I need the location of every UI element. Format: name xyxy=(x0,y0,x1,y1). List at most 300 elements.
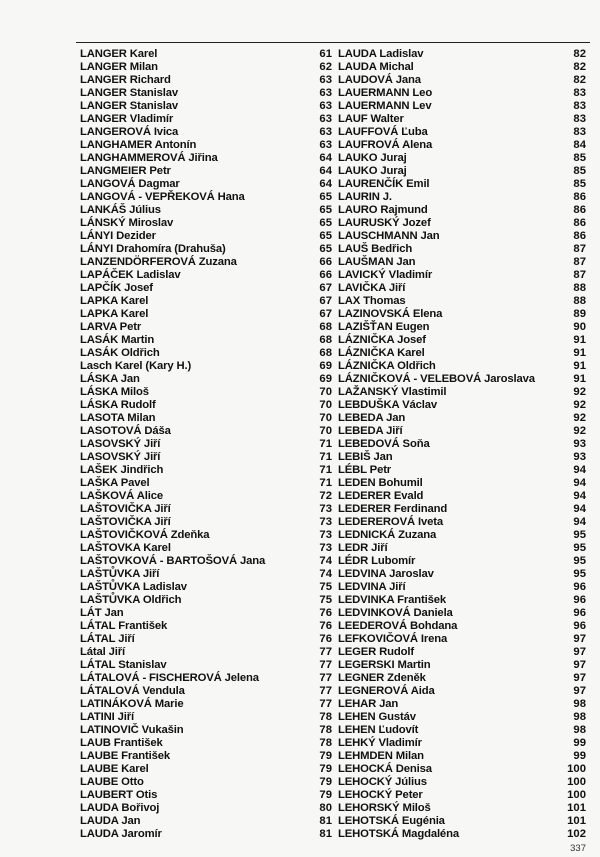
entry-name: LEDVINA Jaroslav xyxy=(338,568,434,580)
entry-page: 73 xyxy=(319,516,332,528)
index-entry xyxy=(80,243,332,256)
entry-name: LÁTAL Jiří xyxy=(80,633,135,645)
entry-page: 77 xyxy=(319,672,332,684)
index-entry xyxy=(338,412,586,425)
index-entry xyxy=(338,724,586,737)
entry-page: 93 xyxy=(573,451,586,463)
entry-name: LÁSKA Jan xyxy=(80,373,140,385)
entry-name: LÁT Jan xyxy=(80,607,124,619)
entry-name: LANGHAMMEROVÁ Jiřina xyxy=(80,152,218,164)
entry-page: 73 xyxy=(319,503,332,515)
index-entry xyxy=(80,256,332,269)
entry-name: LANGER Milan xyxy=(80,61,158,73)
entry-page: 92 xyxy=(573,425,586,437)
entry-name: LAŠTOVIČKA Jiří xyxy=(80,516,171,528)
entry-name: LANGEROVÁ Ivica xyxy=(80,126,179,138)
entry-name: LÁSKA Rudolf xyxy=(80,399,156,411)
entry-name: Lasch Karel (Kary H.) xyxy=(80,360,192,372)
entry-page: 63 xyxy=(319,87,332,99)
entry-name: LAUKO Juraj xyxy=(338,165,407,177)
index-entry xyxy=(338,464,586,477)
index-entry xyxy=(338,61,586,74)
index-entry xyxy=(338,711,586,724)
entry-page: 73 xyxy=(319,529,332,541)
index-entry xyxy=(80,191,332,204)
entry-page: 96 xyxy=(573,594,586,606)
index-entry xyxy=(338,100,586,113)
entry-page: 92 xyxy=(573,386,586,398)
entry-name: LÁTALOVÁ Vendula xyxy=(80,685,185,697)
entry-name: LEHEN Ľudovít xyxy=(338,724,419,736)
entry-page: 61 xyxy=(319,48,332,60)
index-entry xyxy=(80,178,332,191)
index-entry xyxy=(338,763,586,776)
index-entry xyxy=(338,542,586,555)
entry-page: 85 xyxy=(573,152,586,164)
entry-page: 86 xyxy=(573,191,586,203)
entry-page: 94 xyxy=(573,464,586,476)
index-entry xyxy=(338,516,586,529)
entry-name: LAŠKOVÁ Alice xyxy=(80,490,164,502)
index-entry xyxy=(80,672,332,685)
index-entry xyxy=(338,555,586,568)
entry-page: 86 xyxy=(573,204,586,216)
index-entry xyxy=(80,308,332,321)
entry-page: 88 xyxy=(573,295,586,307)
index-entry xyxy=(338,698,586,711)
entry-name: LÁTALOVÁ - FISCHEROVÁ Jelena xyxy=(80,672,259,684)
index-entry xyxy=(80,347,332,360)
index-entry xyxy=(338,815,586,828)
entry-page: 66 xyxy=(319,256,332,268)
index-entry xyxy=(338,581,586,594)
entry-name: LÁZNIČKA Josef xyxy=(338,334,426,346)
entry-page: 73 xyxy=(319,542,332,554)
index-entry xyxy=(80,295,332,308)
entry-page: 62 xyxy=(319,61,332,73)
entry-page: 68 xyxy=(319,347,332,359)
index-entry xyxy=(338,503,586,516)
entry-page: 94 xyxy=(573,490,586,502)
entry-name: LÁNYI Drahomíra (Drahuša) xyxy=(80,243,226,255)
entry-page: 89 xyxy=(573,308,586,320)
entry-name: LAUDA Bořivoj xyxy=(80,802,160,814)
entry-page: 93 xyxy=(573,438,586,450)
entry-page: 64 xyxy=(319,178,332,190)
entry-page: 64 xyxy=(319,165,332,177)
entry-page: 81 xyxy=(319,815,332,827)
entry-page: 70 xyxy=(319,386,332,398)
entry-page: 63 xyxy=(319,100,332,112)
index-entry xyxy=(338,425,586,438)
entry-name: LATINÁKOVÁ Marie xyxy=(80,698,184,710)
entry-name: LANGOVÁ Dagmar xyxy=(80,178,180,190)
entry-name: LEHAR Jan xyxy=(338,698,399,710)
index-entry xyxy=(338,451,586,464)
entry-name: LÁZNIČKA Oldřich xyxy=(338,360,436,372)
index-entry xyxy=(80,776,332,789)
entry-name: LEDERER Ferdinand xyxy=(338,503,448,515)
entry-name: LANGER Karel xyxy=(80,48,158,60)
entry-name: LANGER Stanislav xyxy=(80,87,179,99)
entry-page: 100 xyxy=(567,776,586,788)
entry-name: LASOTOVÁ Dáša xyxy=(80,425,171,437)
entry-page: 97 xyxy=(573,672,586,684)
entry-page: 86 xyxy=(573,230,586,242)
entry-name: LAUKO Juraj xyxy=(338,152,407,164)
index-entry xyxy=(80,607,332,620)
entry-name: LAUERMANN Lev xyxy=(338,100,432,112)
index-entry xyxy=(338,685,586,698)
entry-page: 76 xyxy=(319,607,332,619)
entry-page: 99 xyxy=(573,737,586,749)
index-entry xyxy=(338,256,586,269)
index-entry xyxy=(80,750,332,763)
entry-page: 91 xyxy=(573,334,586,346)
entry-page: 78 xyxy=(319,737,332,749)
entry-name: LASOVSKÝ Jiří xyxy=(80,438,161,450)
entry-page: 67 xyxy=(319,308,332,320)
entry-name: LANGER Stanislav xyxy=(80,100,179,112)
entry-name: LAŠTOVKA Karel xyxy=(80,542,171,554)
entry-name: LAŠTŮVKA Ladislav xyxy=(80,581,187,593)
entry-name: LÁNSKÝ Miroslav xyxy=(80,217,174,229)
index-entry xyxy=(338,230,586,243)
index-column-left xyxy=(80,48,332,841)
entry-name: LAPČÍK Josef xyxy=(80,282,153,294)
entry-name: LAŽANSKÝ Vlastimil xyxy=(338,386,447,398)
entry-name: LASOVSKÝ Jiří xyxy=(80,451,161,463)
entry-page: 95 xyxy=(573,529,586,541)
index-entry xyxy=(80,74,332,87)
entry-name: LAŠTOVIČKOVÁ Zdeňka xyxy=(80,529,210,541)
entry-page: 68 xyxy=(319,321,332,333)
index-entry xyxy=(338,87,586,100)
index-entry xyxy=(80,373,332,386)
index-entry xyxy=(80,542,332,555)
index-entry xyxy=(338,243,586,256)
entry-name: LAUF Walter xyxy=(338,113,404,125)
index-column-right xyxy=(338,48,586,841)
entry-page: 82 xyxy=(573,48,586,60)
entry-name: LÁZNIČKOVÁ - VELEBOVÁ Jaroslava xyxy=(338,373,535,385)
index-entry xyxy=(80,763,332,776)
entry-name: LEBDUŠKA Václav xyxy=(338,399,438,411)
entry-page: 79 xyxy=(319,763,332,775)
entry-name: LANKÁŠ Július xyxy=(80,204,161,216)
entry-name: LEGNER Zdeněk xyxy=(338,672,426,684)
index-entry xyxy=(80,438,332,451)
index-entry xyxy=(80,802,332,815)
entry-name: LEHORSKÝ Miloš xyxy=(338,802,431,814)
index-entry xyxy=(80,529,332,542)
entry-name: LEGER Rudolf xyxy=(338,646,415,658)
entry-page: 74 xyxy=(319,555,332,567)
entry-page: 98 xyxy=(573,698,586,710)
entry-page: 81 xyxy=(319,828,332,840)
entry-name: LAVIČKA Jiří xyxy=(338,282,406,294)
index-entry xyxy=(338,568,586,581)
entry-name: LAUBE František xyxy=(80,750,171,762)
entry-name: LAUSCHMANN Jan xyxy=(338,230,440,242)
entry-page: 91 xyxy=(573,360,586,372)
index-entry xyxy=(338,594,586,607)
entry-page: 87 xyxy=(573,269,586,281)
entry-page: 68 xyxy=(319,334,332,346)
index-entry xyxy=(338,48,586,61)
entry-page: 83 xyxy=(573,126,586,138)
entry-page: 83 xyxy=(573,113,586,125)
index-entry xyxy=(338,750,586,763)
entry-page: 102 xyxy=(567,828,586,840)
index-entry xyxy=(338,126,586,139)
entry-page: 70 xyxy=(319,425,332,437)
index-entry xyxy=(80,61,332,74)
entry-name: LEDEREROVÁ Iveta xyxy=(338,516,443,528)
index-entry xyxy=(338,217,586,230)
index-entry xyxy=(80,412,332,425)
entry-name: LÉDR Lubomír xyxy=(338,555,416,567)
entry-name: LEDERER Evald xyxy=(338,490,424,502)
entry-page: 83 xyxy=(573,100,586,112)
entry-name: LÁZNIČKA Karel xyxy=(338,347,425,359)
entry-name: LAŠTOVKOVÁ - BARTOŠOVÁ Jana xyxy=(80,555,266,567)
index-entry xyxy=(338,282,586,295)
index-entry xyxy=(80,386,332,399)
entry-page: 77 xyxy=(319,698,332,710)
entry-page: 88 xyxy=(573,282,586,294)
entry-name: LAURO Rajmund xyxy=(338,204,428,216)
entry-page: 96 xyxy=(573,607,586,619)
index-entry xyxy=(80,568,332,581)
entry-page: 75 xyxy=(319,594,332,606)
entry-page: 70 xyxy=(319,412,332,424)
entry-name: LARVA Petr xyxy=(80,321,142,333)
index-entry xyxy=(80,152,332,165)
entry-page: 71 xyxy=(319,464,332,476)
entry-page: 77 xyxy=(319,659,332,671)
entry-name: LEBEDA Jan xyxy=(338,412,406,424)
entry-name: LEGERSKI Martin xyxy=(338,659,431,671)
index-entry xyxy=(338,295,586,308)
index-entry xyxy=(80,334,332,347)
entry-page: 95 xyxy=(573,555,586,567)
index-entry xyxy=(80,321,332,334)
entry-page: 77 xyxy=(319,646,332,658)
index-entry xyxy=(80,724,332,737)
index-entry xyxy=(80,360,332,373)
index-entry xyxy=(338,347,586,360)
entry-page: 98 xyxy=(573,724,586,736)
entry-name: LEBEDA Jiří xyxy=(338,425,403,437)
entry-page: 65 xyxy=(319,217,332,229)
entry-page: 86 xyxy=(573,217,586,229)
index-entry xyxy=(80,282,332,295)
index-entry xyxy=(338,607,586,620)
entry-name: LAPKA Karel xyxy=(80,295,149,307)
entry-name: LEDVINKA František xyxy=(338,594,446,606)
index-entry xyxy=(80,516,332,529)
entry-name: LAUBE Otto xyxy=(80,776,144,788)
entry-page: 63 xyxy=(319,139,332,151)
index-entry xyxy=(338,828,586,841)
index-entry xyxy=(80,204,332,217)
index-entry xyxy=(338,789,586,802)
entry-name: LEBEDOVÁ Soňa xyxy=(338,438,430,450)
entry-name: LAUDA Ladislav xyxy=(338,48,424,60)
index-entry xyxy=(338,113,586,126)
entry-name: LEDVINKOVÁ Daniela xyxy=(338,607,453,619)
entry-page: 98 xyxy=(573,711,586,723)
entry-name: LAUFFOVÁ Ľuba xyxy=(338,126,428,138)
entry-name: LEHOCKÝ Július xyxy=(338,776,427,788)
index-entry xyxy=(338,386,586,399)
index-entry xyxy=(338,360,586,373)
entry-page: 69 xyxy=(319,360,332,372)
entry-page: 76 xyxy=(319,620,332,632)
entry-page: 96 xyxy=(573,581,586,593)
index-entry xyxy=(80,828,332,841)
entry-page: 101 xyxy=(567,802,586,814)
entry-page: 84 xyxy=(573,139,586,151)
entry-page: 75 xyxy=(319,581,332,593)
entry-name: LAZINOVSKÁ Elena xyxy=(338,308,443,320)
entry-name: LEHOCKÁ Denisa xyxy=(338,763,432,775)
index-entry xyxy=(80,464,332,477)
entry-page: 85 xyxy=(573,178,586,190)
entry-page: 95 xyxy=(573,542,586,554)
entry-page: 65 xyxy=(319,243,332,255)
entry-name: LAZIŠŤAN Eugen xyxy=(338,321,430,333)
index-entry xyxy=(80,269,332,282)
entry-name: LEFKOVIČOVÁ Irena xyxy=(338,633,448,645)
index-entry xyxy=(80,87,332,100)
index-entry xyxy=(80,477,332,490)
entry-page: 91 xyxy=(573,347,586,359)
entry-name: LAUDA Michal xyxy=(338,61,414,73)
entry-name: LANZENDÖRFEROVÁ Zuzana xyxy=(80,256,237,268)
entry-page: 94 xyxy=(573,503,586,515)
entry-page: 83 xyxy=(573,87,586,99)
entry-page: 97 xyxy=(573,659,586,671)
entry-page: 66 xyxy=(319,269,332,281)
entry-page: 85 xyxy=(573,165,586,177)
entry-name: LAURUSKÝ Jozef xyxy=(338,217,431,229)
index-entry xyxy=(80,217,332,230)
entry-page: 100 xyxy=(567,789,586,801)
entry-page: 79 xyxy=(319,789,332,801)
entry-page: 82 xyxy=(573,74,586,86)
entry-name: LAŠTOVIČKA Jiří xyxy=(80,503,171,515)
entry-name: LEHEN Gustáv xyxy=(338,711,416,723)
entry-name: LANGOVÁ - VEPŘEKOVÁ Hana xyxy=(80,191,245,203)
entry-page: 74 xyxy=(319,568,332,580)
index-entry xyxy=(338,399,586,412)
index-entry xyxy=(338,659,586,672)
index-entry xyxy=(80,594,332,607)
index-entry xyxy=(80,230,332,243)
index-entry xyxy=(338,152,586,165)
entry-page: 92 xyxy=(573,412,586,424)
entry-name: Látal Jiří xyxy=(80,646,125,658)
index-entry xyxy=(80,139,332,152)
index-entry xyxy=(80,451,332,464)
entry-name: LAURENČÍK Emil xyxy=(338,178,430,190)
entry-page: 87 xyxy=(573,243,586,255)
entry-name: LAURIN J. xyxy=(338,191,392,203)
entry-page: 67 xyxy=(319,282,332,294)
entry-page: 79 xyxy=(319,750,332,762)
index-entry xyxy=(338,269,586,282)
entry-name: LEBIŠ Jan xyxy=(338,451,393,463)
entry-page: 95 xyxy=(573,568,586,580)
index-entry xyxy=(80,633,332,646)
index-entry xyxy=(80,425,332,438)
entry-name: LAVICKÝ Vladimír xyxy=(338,269,433,281)
index-entry xyxy=(80,698,332,711)
entry-name: LASOTA Milan xyxy=(80,412,156,424)
index-entry xyxy=(80,581,332,594)
entry-name: LANGER Richard xyxy=(80,74,171,86)
entry-page: 63 xyxy=(319,113,332,125)
entry-name: LANGHAMER Antonín xyxy=(80,139,197,151)
page-number: 337 xyxy=(570,843,586,854)
entry-page: 71 xyxy=(319,438,332,450)
entry-page: 65 xyxy=(319,204,332,216)
index-entry xyxy=(338,204,586,217)
entry-page: 64 xyxy=(319,152,332,164)
index-entry xyxy=(80,555,332,568)
index-entry xyxy=(80,165,332,178)
entry-page: 63 xyxy=(319,74,332,86)
index-entry xyxy=(338,165,586,178)
entry-page: 94 xyxy=(573,477,586,489)
entry-page: 72 xyxy=(319,490,332,502)
entry-name: LAPKA Karel xyxy=(80,308,149,320)
header-rule xyxy=(76,42,590,43)
entry-page: 97 xyxy=(573,633,586,645)
entry-name: LAŠTŮVKA Oldřich xyxy=(80,594,182,606)
entry-name: LAUFROVÁ Alena xyxy=(338,139,433,151)
index-entry xyxy=(338,477,586,490)
index-entry xyxy=(80,503,332,516)
entry-name: LÁSKA Miloš xyxy=(80,386,149,398)
entry-name: LEDVINA Jiří xyxy=(338,581,406,593)
index-entry xyxy=(338,373,586,386)
entry-page: 67 xyxy=(319,295,332,307)
entry-page: 78 xyxy=(319,711,332,723)
entry-page: 87 xyxy=(573,256,586,268)
entry-name: LÁNYI Dezider xyxy=(80,230,156,242)
index-entry xyxy=(338,321,586,334)
index-entry xyxy=(338,308,586,321)
entry-name: LEHKÝ Vladimír xyxy=(338,737,422,749)
index-entry xyxy=(338,737,586,750)
index-entry xyxy=(80,399,332,412)
entry-name: LAUŠ Bedřich xyxy=(338,243,413,255)
entry-name: LEHOTSKÁ Eugénia xyxy=(338,815,445,827)
entry-name: LAUBERT Otis xyxy=(80,789,158,801)
entry-name: LAX Thomas xyxy=(338,295,406,307)
index-entry xyxy=(338,529,586,542)
entry-name: LEDNICKÁ Zuzana xyxy=(338,529,437,541)
entry-page: 79 xyxy=(319,776,332,788)
entry-name: LASÁK Martin xyxy=(80,334,155,346)
entry-name: LEDR Jiří xyxy=(338,542,388,554)
entry-name: LEHOTSKÁ Magdaléna xyxy=(338,828,459,840)
entry-page: 91 xyxy=(573,373,586,385)
index-entry xyxy=(338,633,586,646)
